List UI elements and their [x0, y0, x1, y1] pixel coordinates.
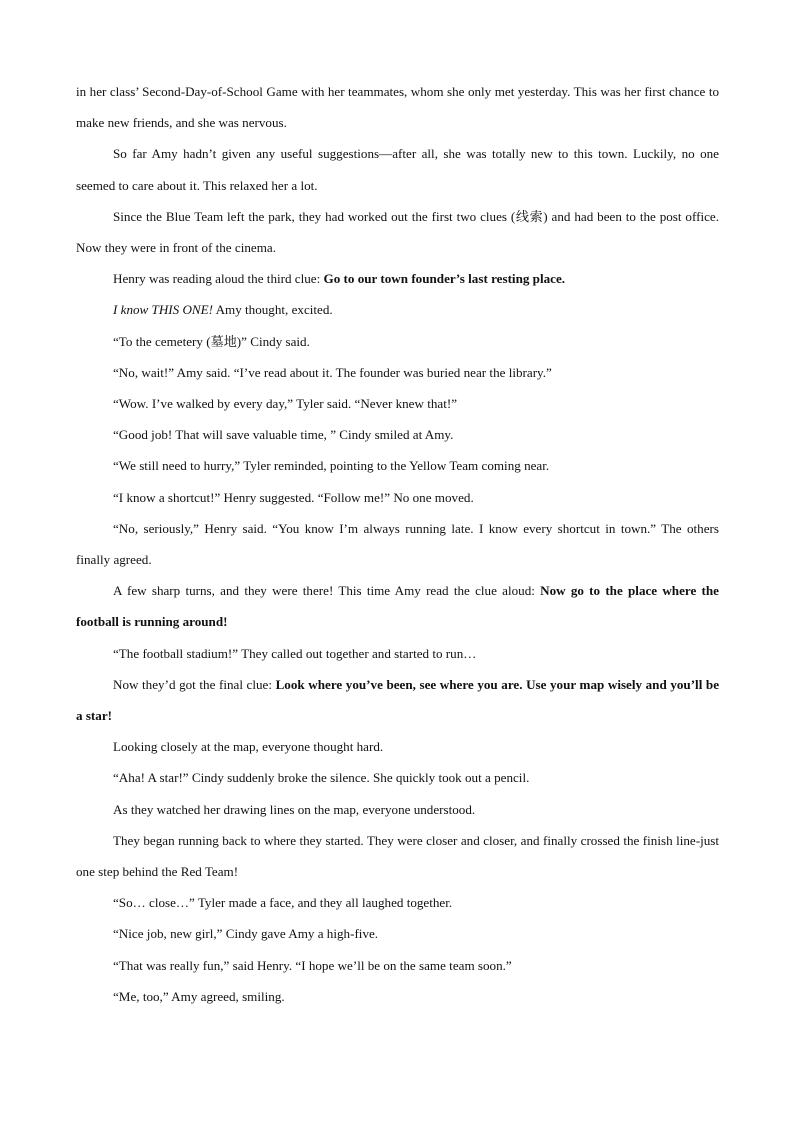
text-run: “Aha! A star!” Cindy suddenly broke the silence. She quickly took out a pencil. — [113, 770, 530, 786]
paragraph-21 — [76, 918, 719, 949]
paragraph-2 — [76, 138, 719, 200]
paragraph-10 — [76, 450, 719, 481]
text-run: Amy thought, excited. — [213, 302, 333, 318]
clue-text-bold: Go to our town founder’s last resting place. — [323, 271, 566, 287]
paragraph-15 — [76, 669, 719, 731]
text-run: “That was really fun,” said Henry. “I hope we’ll be on the same team soon.” — [113, 957, 512, 973]
text-run: “Nice job, new girl,” Cindy gave Amy a high-five. — [113, 926, 379, 942]
paragraph-11 — [76, 482, 719, 513]
text-run: “So… close…” Tyler made a face, and they all laughed together. — [113, 895, 453, 911]
text-run: “Me, too,” Amy agreed, smiling. — [113, 988, 285, 1004]
paragraph-7 — [76, 357, 719, 388]
paragraph-5 — [76, 294, 719, 325]
paragraph-6 — [76, 326, 719, 357]
paragraph-20 — [76, 887, 719, 918]
text-run: “Good job! That will save valuable time, ” Cindy smiled at Amy. — [113, 427, 454, 443]
text-run: “No, wait!” Amy said. “I’ve read about it. The founder was buried near the library.” — [113, 364, 552, 380]
paragraph-19 — [76, 825, 719, 887]
text-run: “To the cemetery (墓地)” Cindy said. — [113, 333, 310, 349]
paragraph-13 — [76, 575, 719, 637]
paragraph-3 — [76, 201, 719, 263]
paragraph-23 — [76, 981, 719, 1012]
text-run: A few sharp turns, and they were there! This time Amy read the clue aloud: — [113, 583, 541, 599]
text-run: So far Amy hadn’t given any useful suggestions—after all, she was totally new to this town. Luckily, no one seemed to care about it. This relaxed her a lot. — [76, 146, 719, 193]
text-run: “The football stadium!” They called out together and started to run… — [113, 645, 477, 661]
paragraph-12 — [76, 513, 719, 575]
document-page — [76, 76, 719, 1012]
text-run: Looking closely at the map, everyone thought hard. — [113, 739, 384, 755]
paragraph-16 — [76, 731, 719, 762]
paragraph-1 — [76, 76, 719, 138]
clue-text-bold: Now go to the place where the football is running around! — [76, 583, 719, 630]
paragraph-4 — [76, 263, 719, 294]
text-run: in her class’ Second-Day-of-School Game with her teammates, whom she only met yesterday. This was her first chance to make new friends, and she was nervous. — [76, 84, 719, 131]
paragraph-22 — [76, 950, 719, 981]
text-run: “No, seriously,” Henry said. “You know I’m always running late. I know every shortcut in town.” The others finally agreed. — [76, 520, 719, 568]
thought-text-italic: I know THIS ONE! — [113, 302, 214, 318]
clue-text-bold: Look where you’ve been, see where you are. Use your map wisely and you’ll be a star! — [76, 676, 720, 724]
paragraph-17 — [76, 762, 719, 793]
text-run: “I know a shortcut!” Henry suggested. “Follow me!” No one moved. — [113, 489, 474, 505]
paragraph-14 — [76, 638, 719, 669]
text-run: Now they’d got the final clue: — [113, 676, 276, 692]
text-run: Since the Blue Team left the park, they had worked out the first two clues (线索) and had been to the post office. Now they were in front of the cinema. — [76, 208, 719, 256]
text-run: Henry was reading aloud the third clue: — [113, 271, 324, 287]
text-run: They began running back to where they started. They were closer and closer, and finally crossed the finish line-just one step behind the Red Team! — [76, 832, 719, 880]
text-run: “We still need to hurry,” Tyler reminded, pointing to the Yellow Team coming near. — [113, 458, 550, 474]
text-run: “Wow. I’ve walked by every day,” Tyler said. “Never knew that!” — [113, 396, 458, 412]
paragraph-9 — [76, 419, 719, 450]
paragraph-8 — [76, 388, 719, 419]
text-run: As they watched her drawing lines on the map, everyone understood. — [113, 801, 476, 817]
paragraph-18 — [76, 794, 719, 825]
